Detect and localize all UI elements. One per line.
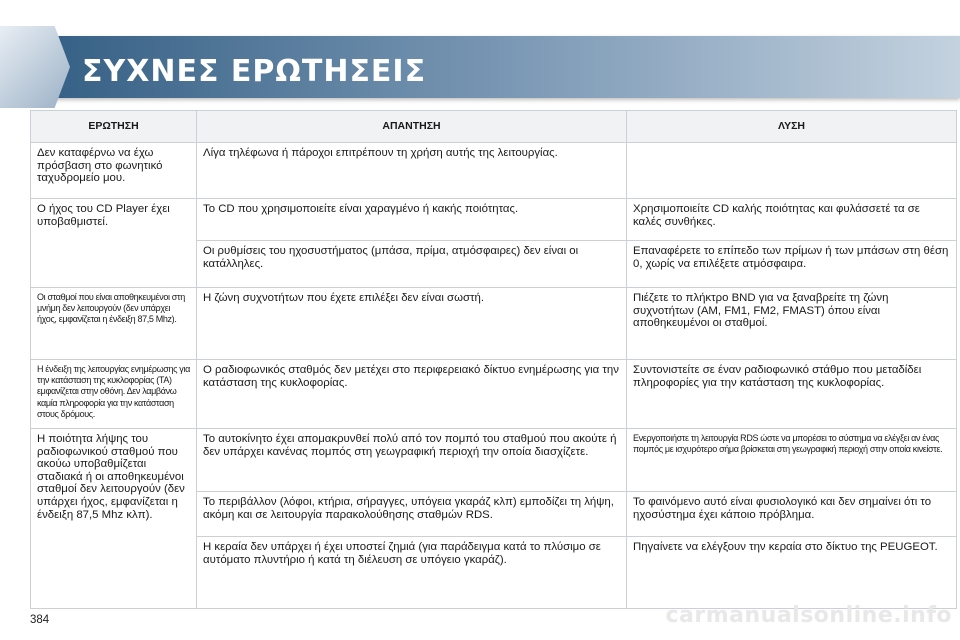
answer-cell: Το αυτοκίνητο έχει απομακρυνθεί πολύ από τον πομπό του σταθμού που ακούτε ή δεν υπάρχει κανένας πομπός στη γεωγραφική περιοχή την οποία διασχίζετε. — [197, 429, 627, 492]
page-number: 384 — [30, 614, 50, 626]
answer-cell: Η κεραία δεν υπάρχει ή έχει υποστεί ζημιά (για παράδειγμα κατά το πλύσιμο σε αυτόματο πλυντήριο ή κατά τη διέλευση σε υπόγειο γκαράζ). — [197, 537, 627, 609]
solution-cell: Πηγαίνετε να ελέγξουν την κεραία στο δίκτυο της PEUGEOT. — [627, 537, 957, 609]
answer-cell: Λίγα τηλέφωνα ή πάροχοι επιτρέπουν τη χρήση αυτής της λειτουργίας. — [197, 143, 627, 199]
answer-cell: Το περιβάλλον (λόφοι, κτήρια, σήραγγες, υπόγεια γκαράζ κλπ) εμποδίζει τη λήψη, ακόμη και σε λειτουργία παρακολούθησης σταθμών RDS. — [197, 492, 627, 537]
table-row — [31, 429, 957, 492]
table-row — [31, 199, 957, 241]
question-cell: Η ένδειξη της λειτουργίας ενημέρωσης για την κατάσταση της κυκλοφορίας (TA) εμφανίζεται στην οθόνη. Δεν λαμβάνω καμία πληροφορία για την κατάσταση στους δρόμους. — [31, 360, 197, 429]
solution-cell: Συντονιστείτε σε έναν ραδιοφωνικό στάθμο που μεταδίδει πληροφορίες για την κατάσταση της κυκλοφορίας. — [627, 360, 957, 429]
question-cell: Ο ήχος του CD Player έχει υποβαθμιστεί. — [31, 199, 197, 288]
question-cell: Οι σταθμοί που είναι αποθηκευμένοι στη μνήμη δεν λειτουργούν (δεν υπάρχει ήχος, εμφανίζεται η ένδειξη 87,5 Mhz). — [31, 288, 197, 360]
table-row — [31, 143, 957, 199]
solution-cell: Χρησιμοποιείτε CD καλής ποιότητας και φυλάσσετέ τα σε καλές συνθήκες. — [627, 199, 957, 241]
header-answer: ΑΠΑΝΤΗΣΗ — [197, 111, 627, 143]
question-cell: Δεν καταφέρνω να έχω πρόσβαση στο φωνητικό ταχυδρομείο μου. — [31, 143, 197, 199]
solution-cell — [627, 143, 957, 199]
solution-cell: Το φαινόμενο αυτό είναι φυσιολογικό και δεν σημαίνει ότι το ηχοσύστημα έχει κάποιο πρόβλημα. — [627, 492, 957, 537]
answer-cell: Οι ρυθμίσεις του ηχοσυστήματος (μπάσα, πρίμα, ατμόσφαιρες) δεν είναι οι κατάλληλες. — [197, 241, 627, 288]
header-solution: ΛΥΣΗ — [627, 111, 957, 143]
watermark-logo: carmanualsonline.info — [665, 603, 952, 628]
solution-cell: Πιέζετε το πλήκτρο BND για να ξαναβρείτε τη ζώνη συχνοτήτων (AM, FM1, FM2, FMAST) όπου είναι αποθηκευμένοι οι σταθμοί. — [627, 288, 957, 360]
question-cell: Η ποιότητα λήψης του ραδιοφωνικού σταθμού που ακούω υποβαθμίζεται σταδιακά ή οι αποθηκευμένοι σταθμοί δεν λειτουργούν (δεν υπάρχει ήχος, εμφανίζεται η ένδειξη 87,5 Mhz κλπ). — [31, 429, 197, 609]
page-title: ΣΥΧΝΕΣ ΕΡΩΤΗΣΕΙΣ — [82, 54, 427, 89]
solution-cell: Ενεργοποιήστε τη λειτουργία RDS ώστε να μπορέσει το σύστημα να ελέγξει αν ένας πομπός με ισχυρότερο σήμα βρίσκεται στη γεωγραφική περιοχή στην οποία κινείστε. — [627, 429, 957, 492]
faq-table — [30, 110, 957, 609]
table-row — [31, 360, 957, 429]
solution-cell: Επαναφέρετε το επίπεδο των πρίμων ή των μπάσων στη θέση 0, χωρίς να επιλέξετε ατμόσφαιρα. — [627, 241, 957, 288]
table-header-row — [31, 111, 957, 143]
answer-cell: Ο ραδιοφωνικός σταθμός δεν μετέχει στο περιφερειακό δίκτυο ενημέρωσης για την κατάσταση της κυκλοφορίας. — [197, 360, 627, 429]
faq-table-container — [30, 110, 956, 608]
answer-cell: Το CD που χρησιμοποιείτε είναι χαραγμένο ή κακής ποιότητας. — [197, 199, 627, 241]
table-row — [31, 288, 957, 360]
header-question: ΕΡΩΤΗΣΗ — [31, 111, 197, 143]
answer-cell: Η ζώνη συχνοτήτων που έχετε επιλέξει δεν είναι σωστή. — [197, 288, 627, 360]
